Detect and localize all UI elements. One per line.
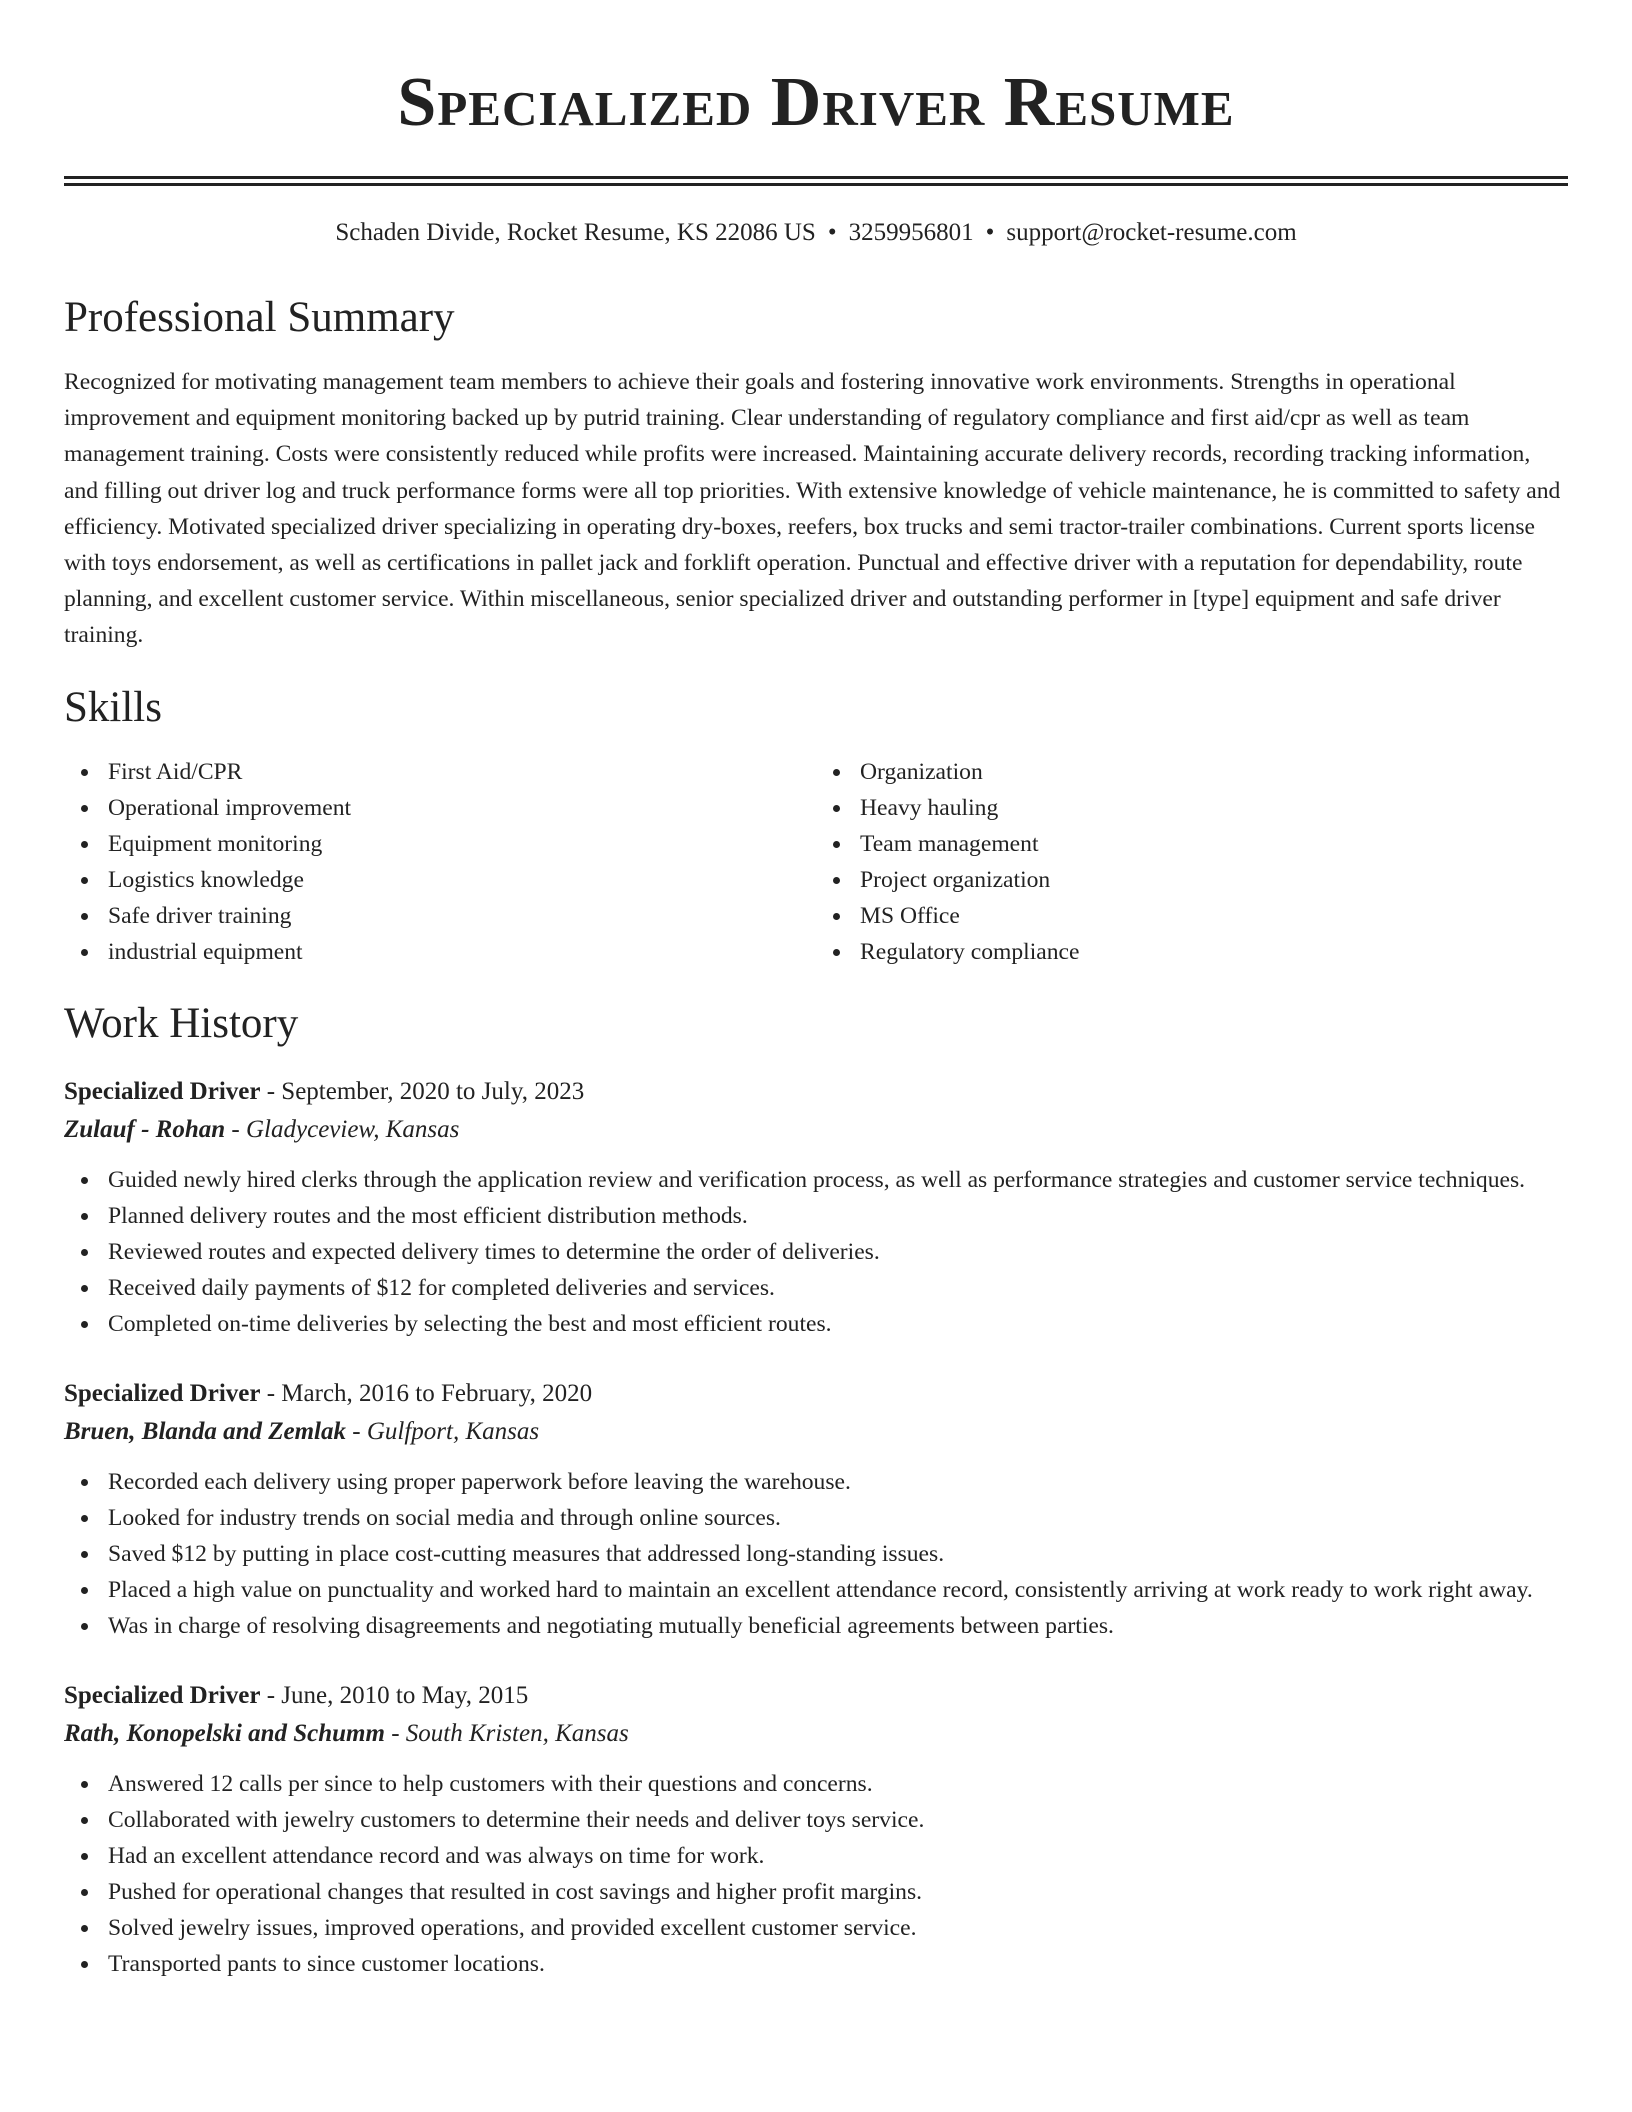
skill-item: Safe driver training: [108, 898, 816, 934]
job-dates: - June, 2010 to May, 2015: [260, 1681, 529, 1709]
duty-item: Solved jewelry issues, improved operations, and provided excellent customer service.: [108, 1910, 1568, 1946]
summary-text: Recognized for motivating management team members to achieve their goals and fostering innovative work environments. Strengths in operational improvement and equipment monitoring backed up by putrid training. Clear understanding of regulatory compliance and first aid/cpr as well as team management training. Costs were consistently reduced while profits were increased. Maintaining accurate delivery records, recording tracking information, and filling out driver log and truck performance forms were all top priorities. With extensive knowledge of vehicle maintenance, he is committed to safety and efficiency. Motivated specialized driver specializing in operating dry-boxes, reefers, box trucks and semi tractor-trailer combinations. Current sports license with toys endorsement, as well as certifications in pallet jack and forklift operation. Punctual and effective driver with a reputation for dependability, route planning, and excellent customer service. Within miscellaneous, senior specialized driver and outstanding performer in [type] equipment and safe driver training.: [64, 369, 1561, 649]
skill-item: Team management: [860, 826, 1568, 862]
title-divider: [64, 176, 1568, 186]
skill-item: industrial equipment: [108, 934, 816, 970]
job-duties: [64, 1464, 1568, 1644]
skill-item: First Aid/CPR: [108, 754, 816, 790]
job-company-line: [64, 1412, 1568, 1452]
duty-item: Reviewed routes and expected delivery times to determine the order of deliveries.: [108, 1234, 1568, 1270]
contact-line: [64, 216, 1568, 250]
skill-item: Organization: [860, 754, 1568, 790]
duty-item: Looked for industry trends on social media and through online sources.: [108, 1500, 1568, 1536]
skill-item: Project organization: [860, 862, 1568, 898]
resume-title: Specialized Driver Resume: [397, 64, 1235, 141]
duty-item: Collaborated with jewelry customers to determine their needs and deliver toys service.: [108, 1802, 1568, 1838]
skill-item: Logistics knowledge: [108, 862, 816, 898]
contact-phone: 3259956801: [848, 219, 974, 246]
job-role: Specialized Driver: [64, 1379, 261, 1407]
duty-item: Guided newly hired clerks through the application review and verification process, as well as performance strategies and customer service techniques.: [108, 1162, 1568, 1198]
contact-address: Schaden Divide, Rocket Resume, KS 22086 US: [335, 219, 816, 246]
duty-item: Answered 12 calls per since to help customers with their questions and concerns.: [108, 1766, 1568, 1802]
job-company-line: [64, 1714, 1568, 1754]
job-dates: - September, 2020 to July, 2023: [260, 1077, 585, 1105]
job-location: - South Kristen, Kansas: [384, 1719, 629, 1747]
duty-item: Had an excellent attendance record and was always on time for work.: [108, 1838, 1568, 1874]
work-history-heading: Work History: [64, 999, 299, 1047]
skill-item: Regulatory compliance: [860, 934, 1568, 970]
contact-email: support@rocket-resume.com: [1006, 219, 1297, 246]
duty-item: Completed on-time deliveries by selecting the best and most efficient routes.: [108, 1306, 1568, 1342]
skill-item: Heavy hauling: [860, 790, 1568, 826]
duty-item: Transported pants to since customer locations.: [108, 1946, 1568, 1982]
skills-columns: [64, 754, 1568, 970]
job-title-line: [64, 1074, 1568, 1110]
job-company-line: [64, 1110, 1568, 1150]
skill-item: Operational improvement: [108, 790, 816, 826]
skills-list-left: [64, 754, 816, 970]
skill-item: MS Office: [860, 898, 1568, 934]
job-company: Rath, Konopelski and Schumm: [64, 1719, 385, 1747]
duty-item: Placed a high value on punctuality and worked hard to maintain an excellent attendance record, consistently arriving at work ready to work right away.: [108, 1572, 1568, 1608]
skills-heading: Skills: [64, 683, 162, 731]
contact-separator: •: [985, 219, 995, 246]
job-title-line: [64, 1376, 1568, 1412]
skill-item: Equipment monitoring: [108, 826, 816, 862]
job-company: Zulauf - Rohan: [64, 1115, 226, 1143]
job-duties: [64, 1766, 1568, 1982]
contact-separator: •: [827, 219, 837, 246]
job-role: Specialized Driver: [64, 1681, 261, 1709]
job-entry: [64, 1376, 1568, 1644]
job-company: Bruen, Blanda and Zemlak: [64, 1417, 346, 1445]
duty-item: Saved $12 by putting in place cost-cutting measures that addressed long-standing issues.: [108, 1536, 1568, 1572]
summary-heading: Professional Summary: [64, 294, 455, 341]
job-location: - Gulfport, Kansas: [346, 1417, 540, 1445]
job-title-line: [64, 1678, 1568, 1714]
job-duties: [64, 1162, 1568, 1342]
job-dates: - March, 2016 to February, 2020: [260, 1379, 593, 1407]
job-location: - Gladyceview, Kansas: [225, 1115, 460, 1143]
duty-item: Pushed for operational changes that resulted in cost savings and higher profit margins.: [108, 1874, 1568, 1910]
job-role: Specialized Driver: [64, 1077, 261, 1105]
job-entry: [64, 1678, 1568, 1982]
skills-list-right: [816, 754, 1568, 970]
duty-item: Planned delivery routes and the most efficient distribution methods.: [108, 1198, 1568, 1234]
duty-item: Was in charge of resolving disagreements and negotiating mutually beneficial agreements between parties.: [108, 1608, 1568, 1644]
duty-item: Recorded each delivery using proper paperwork before leaving the warehouse.: [108, 1464, 1568, 1500]
duty-item: Received daily payments of $12 for completed deliveries and services.: [108, 1270, 1568, 1306]
job-entry: [64, 1074, 1568, 1342]
